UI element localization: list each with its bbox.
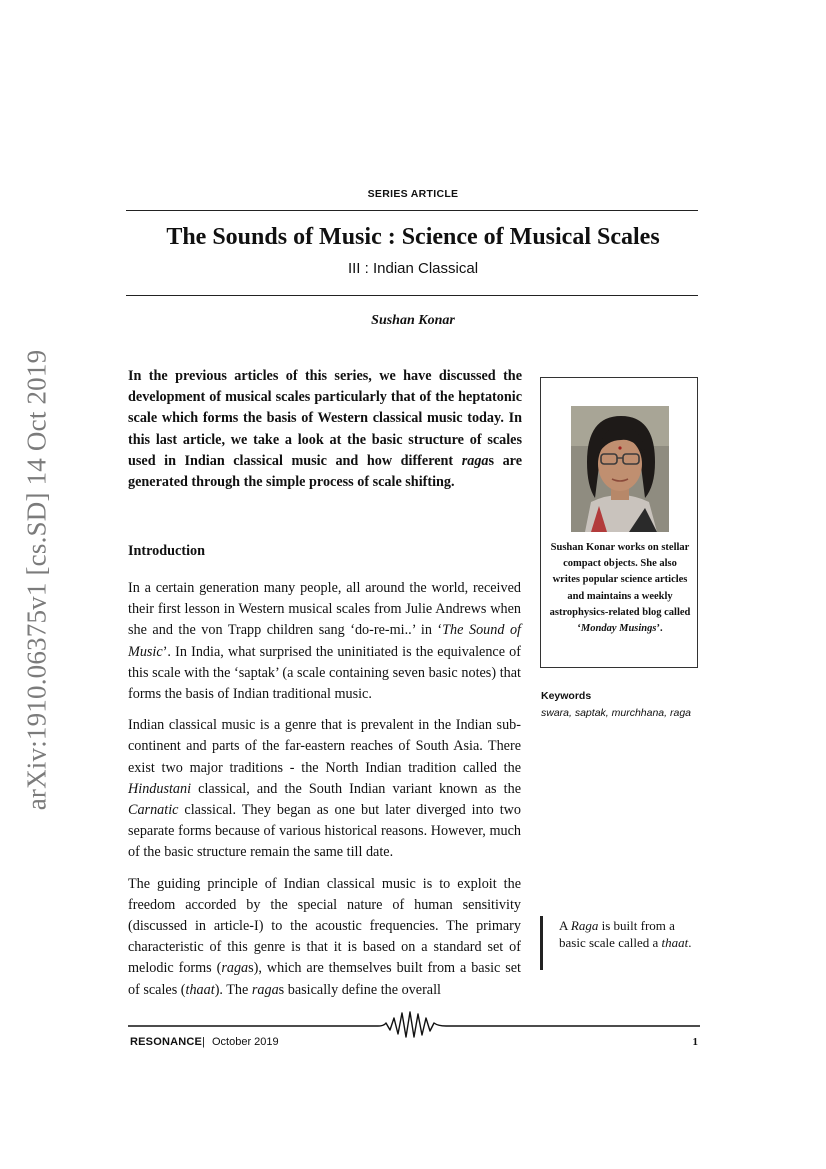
series-label: SERIES ARTICLE [367, 188, 459, 200]
author-photo [571, 406, 669, 532]
author-name: Sushan Konar [371, 313, 455, 328]
paragraph-3: The guiding principle of Indian classical music is to exploit the freedom accorded by the special nature of human sensitivity (discussed in article-I) to the acoustic frequencies. The primary characteristic of this genre is that it is based on a standard set of melodic forms (ragas), which are themselves built from a basic set of scales (thaat). The ragas basically define the overall [128, 875, 522, 998]
keywords-heading: Keywords [541, 690, 592, 702]
margin-note: A Raga is built from a basic scale called a thaat. [559, 918, 692, 950]
section-heading: Introduction [128, 543, 205, 559]
author-bio-box [540, 377, 698, 668]
footer-journal: RESONANCE [130, 1036, 203, 1048]
article-subtitle: III : Indian Classical [347, 260, 479, 277]
paragraph-1: In a certain generation many people, all around the world, received their first lesson in Western musical scales from Julie Andrews when she and the von Trapp children sang ‘do-re-mi..’ in ‘The Sound of Music’. In India, what surprised the uninitiated is the equivalence of this scale with the ‘saptak’ (a scale containing seven basic notes) that forms the basis of Indian traditional music. [128, 580, 521, 703]
header-rule-top [126, 210, 698, 211]
paragraph-2: Indian classical music is a genre that is prevalent in the Indian sub-continent and parts of the far-eastern reaches of South Asia. There exist two major traditions - the North Indian tradition called the Hindustani classical, and the South Indian variant known as the Carnatic classical. They began as one but later diverged into two separate forms because of various historical reasons. However, much of the basic structure remain the same till date. [128, 717, 521, 861]
footer-date: October 2019 [212, 1036, 279, 1048]
header-rule-bottom [126, 295, 698, 296]
footer-separator: | [202, 1036, 205, 1048]
article-title: The Sounds of Music : Science of Musical Scales [166, 224, 660, 250]
arxiv-stamp: arXiv:1910.06375v1 [cs.SD] 14 Oct 2019 [21, 349, 52, 811]
abstract: In the previous articles of this series, we have discussed the development of musical scales particularly that of the heptatonic scale which forms the basis of Western classical music today. In this last article, we take a look at the basic structure of scales used in Indian classical music and how different ragas are generated through the simple process of scale shifting. [128, 368, 523, 491]
author-bio: Sushan Konar works on stellar compact objects. She also writes popular science articles and maintains a weekly astrophysics-related blog called ‘Monday Musings’. [549, 542, 691, 635]
keywords-list: swara, saptak, murchhana, raga [541, 707, 691, 719]
page-number: 1 [692, 1036, 698, 1048]
margin-note-bar [540, 916, 543, 970]
body-text [128, 578, 521, 1011]
